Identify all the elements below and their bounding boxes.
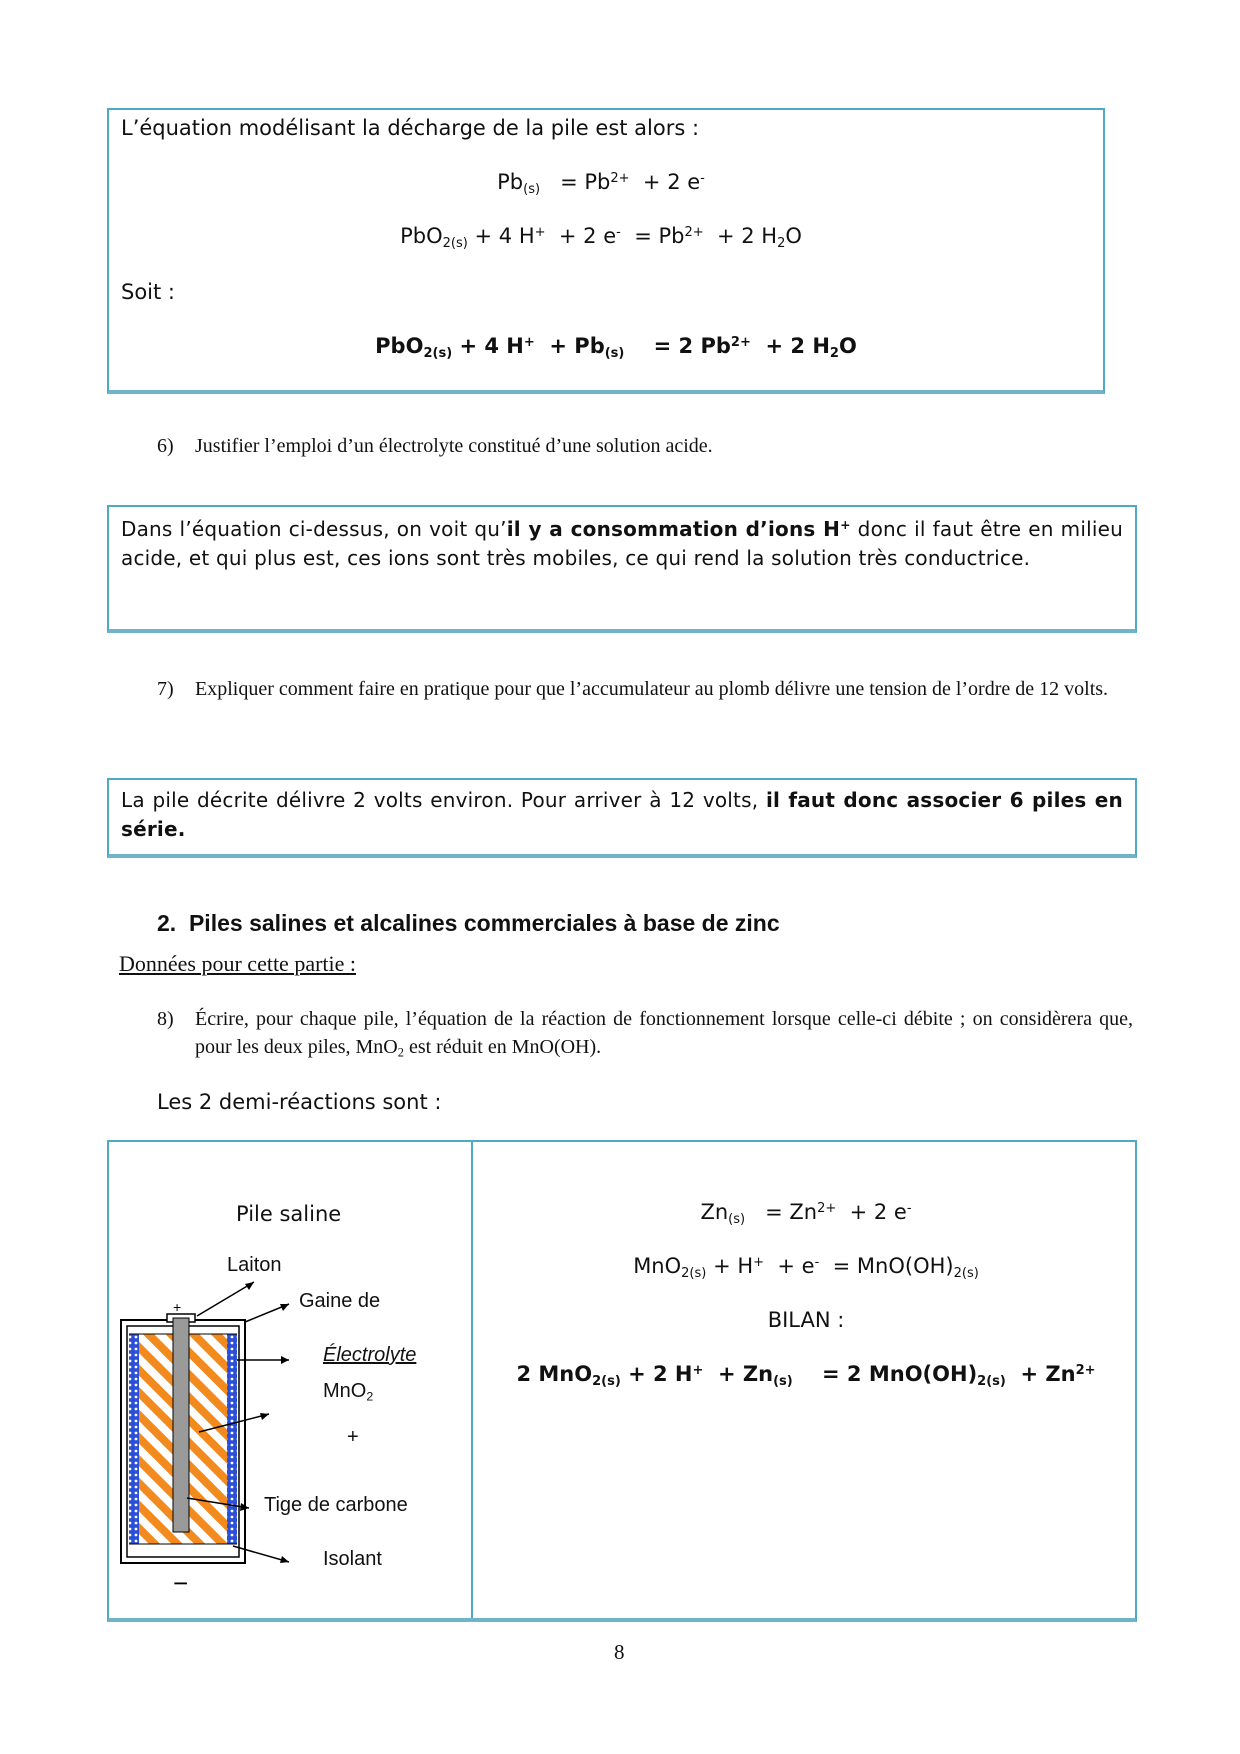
section-number: 2. bbox=[157, 910, 177, 936]
equation-pb-oxidation: $Pb_{(s)}$ = $Pb^{2+} + 2$ e- bbox=[497, 170, 705, 197]
page-number: 8 bbox=[614, 1640, 625, 1664]
plus-terminal: + bbox=[173, 1299, 182, 1315]
label-isolant: Isolant bbox=[323, 1548, 382, 1570]
label-laiton: Laiton bbox=[227, 1254, 282, 1276]
equation-box-1 bbox=[107, 108, 1105, 394]
label-plus: + bbox=[347, 1426, 359, 1448]
arrow-laiton bbox=[197, 1282, 254, 1316]
minus-terminal: − bbox=[173, 1568, 189, 1598]
question-8 bbox=[157, 1005, 1133, 1065]
bilan-label: BILAN : bbox=[767, 1308, 845, 1332]
reaction-mno2: $MnO_{2(s)} + H^+ + e^- = MnO(OH)_{2(s)}$ bbox=[633, 1254, 979, 1281]
label-electrolyte: Électrolyte bbox=[323, 1344, 417, 1366]
reaction-zn: $Zn_{(s)}$ = $Zn^{2+} + 2$ e- bbox=[700, 1200, 912, 1227]
pile-title: Pile saline bbox=[236, 1202, 342, 1226]
section-title: Piles salines et alcalines commerciales à base de zinc bbox=[188, 910, 780, 936]
section-heading bbox=[157, 910, 780, 937]
answer-box-3 bbox=[107, 778, 1137, 858]
separator-left bbox=[129, 1334, 139, 1544]
demi-reactions-label: Les 2 demi-réactions sont : bbox=[157, 1090, 442, 1114]
arrowhead-mno2 bbox=[260, 1413, 269, 1420]
separator-right bbox=[227, 1334, 237, 1544]
question-text: Justifier l’emploi d’un électrolyte constitué d’une solution acide. bbox=[195, 435, 713, 457]
question-7 bbox=[157, 675, 1133, 735]
box1-intro: L’équation modélisant la décharge de la pile est alors : bbox=[121, 116, 700, 140]
reaction-bilan: 2 MnO$_{2(s)}$ + 2 $H^+ + Zn_{(s)}$ = 2 $MnO(OH)_{2(s)} + Zn^{2+}$ bbox=[516, 1362, 1096, 1389]
question-text: Expliquer comment faire en pratique pour que l’accumulateur au plomb délivre une tension de l’ordre de 12 volts. bbox=[195, 678, 1109, 700]
answer-text: Dans l’équation ci-dessus, on voit qu’il y a consommation d’ions H+ donc il faut être en milieu acide, et qui plus est, ces ions sont très mobiles, ce qui rend la solution très conductrice. bbox=[121, 517, 1123, 570]
question-number: 8) bbox=[157, 1008, 174, 1030]
arrowhead-electrolyte bbox=[281, 1356, 289, 1364]
pile-saline-table bbox=[107, 1140, 1137, 1622]
label-gaine: Gaine de bbox=[299, 1290, 381, 1312]
donnees-label: Données pour cette partie : bbox=[119, 951, 357, 976]
label-mno2: MnO$_2$ bbox=[323, 1380, 374, 1404]
pile-saline-diagram bbox=[109, 1142, 469, 1622]
arrowhead-laiton bbox=[245, 1282, 254, 1290]
equation-pbo2-reduction: PbO$_{2(s)}$ + 4 H+ + 2 $e^- = Pb^{2+} + 2$ $H_2O$ bbox=[400, 224, 802, 251]
question-number: 6) bbox=[157, 435, 174, 457]
label-tige: Tige de carbone bbox=[264, 1494, 408, 1516]
carbon-rod bbox=[173, 1318, 189, 1532]
equation-global: PbO$_{2(s)}$ + 4 $H^+ + Pb_{(s)}$ = 2 $Pb^{2+} + 2$ $H_2O$ bbox=[375, 334, 857, 361]
answer-box-2 bbox=[107, 505, 1137, 633]
box1-soit: Soit : bbox=[121, 280, 175, 304]
question-text: Écrire, pour chaque pile, l’équation de la réaction de fonctionnement lorsque celle-ci débite ; on considèrera que, pour les deux piles, MnO$_2$ est réduit en MnO(OH). bbox=[195, 1008, 1133, 1060]
arrowhead-isolant bbox=[280, 1556, 289, 1563]
answer-text: La pile décrite délivre 2 volts environ. Pour arriver à 12 volts, il faut donc associer 6 piles en série. bbox=[121, 788, 1123, 841]
question-6 bbox=[157, 432, 1133, 462]
question-number: 7) bbox=[157, 678, 174, 700]
